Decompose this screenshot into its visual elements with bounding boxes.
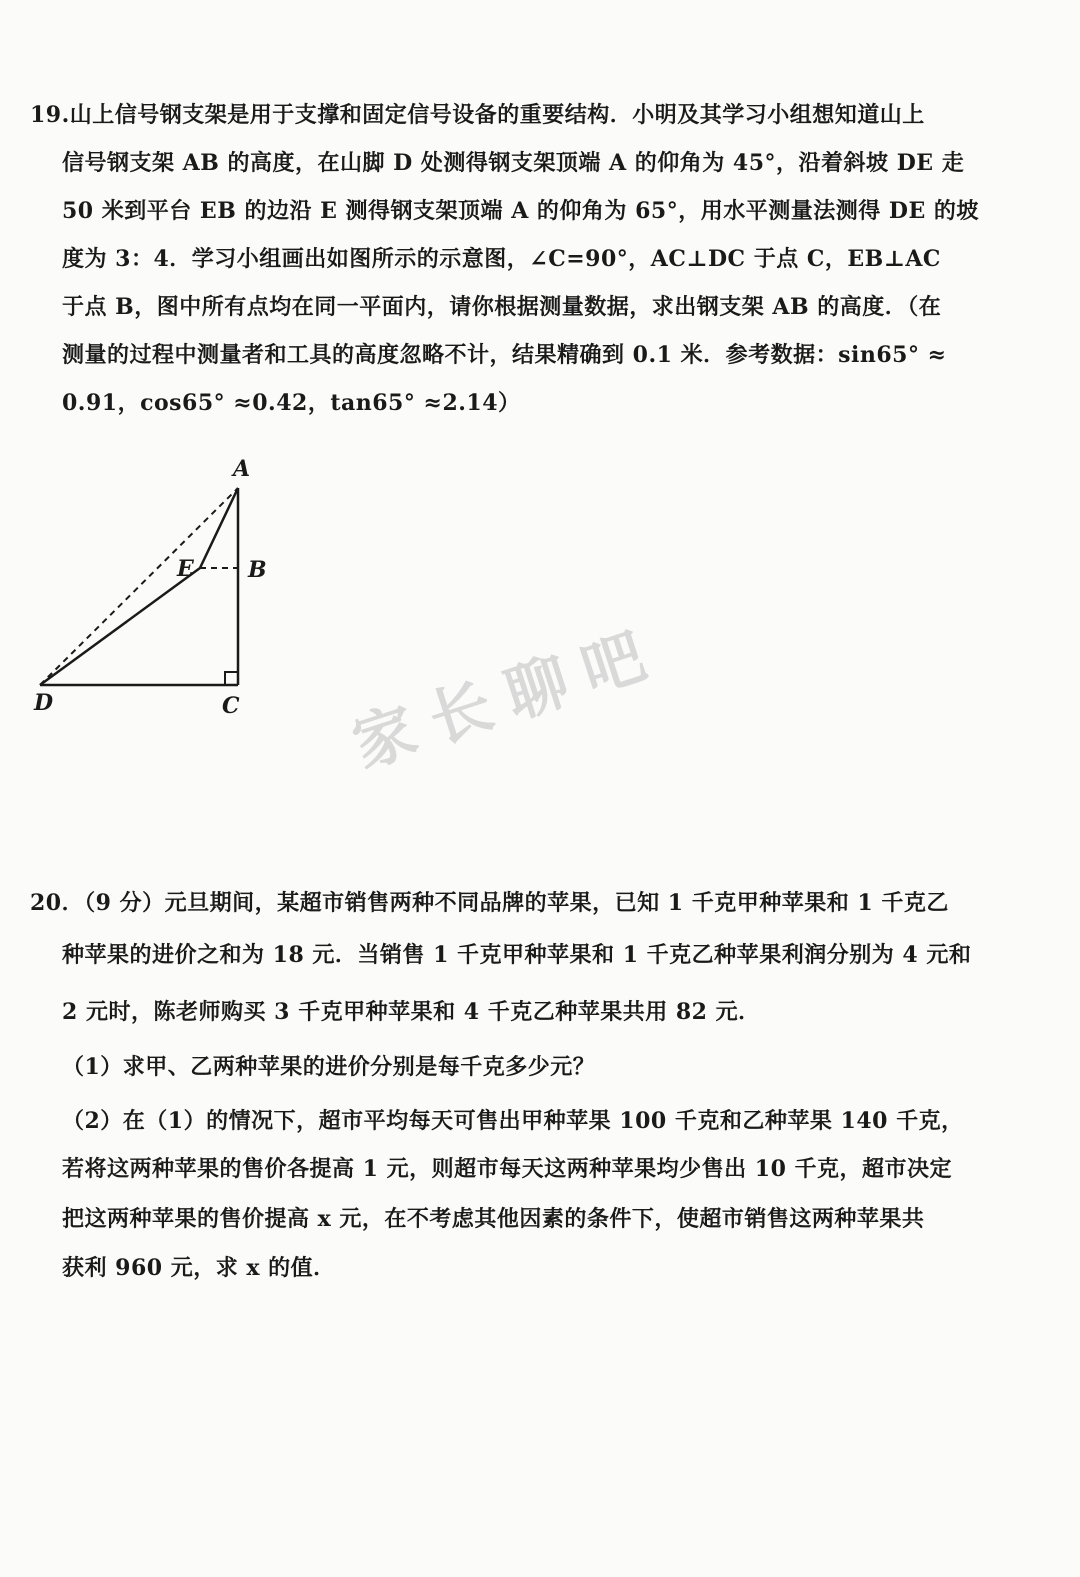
q20-subquestion-2-line-2: 若将这两种苹果的售价各提高 1 元，则超市每天这两种苹果均少售出 10 千克，超市决定 bbox=[62, 1156, 953, 1182]
q20-line-2: 种苹果的进价之和为 18 元．当销售 1 千克甲种苹果和 1 千克乙种苹果利润分别为 4 元和 bbox=[62, 942, 972, 968]
label-a: A bbox=[233, 456, 251, 482]
q20-subquestion-2-line-4: 获利 960 元，求 x 的值． bbox=[62, 1255, 336, 1281]
q20-subquestion-2-line-1: （2）在（1）的情况下，超市平均每天可售出甲种苹果 100 千克和乙种苹果 140 千克， bbox=[62, 1108, 964, 1134]
label-e: E bbox=[177, 556, 194, 582]
q19-line-5: 于点 B，图中所有点均在同一平面内，请你根据测量数据，求出钢支架 AB 的高度．（在 bbox=[62, 294, 942, 320]
q19-line-2: 信号钢支架 AB 的高度，在山脚 D 处测得钢支架顶端 A 的仰角为 45°，沿着斜坡 DE 走 bbox=[62, 150, 965, 176]
label-b: B bbox=[248, 557, 267, 583]
right-angle-mark bbox=[225, 672, 238, 685]
q19-line-4: 度为 3：4．学习小组画出如图所示的示意图，∠C=90°，AC⊥DC 于点 C，EB⊥AC bbox=[62, 246, 941, 272]
label-c: C bbox=[222, 693, 240, 719]
q19-line-3: 50 米到平台 EB 的边沿 E 测得钢支架顶端 A 的仰角为 65°，用水平测量法测得 DE 的坡 bbox=[62, 198, 979, 224]
segment-ea bbox=[200, 488, 238, 568]
label-d: D bbox=[34, 690, 54, 716]
q19-line-7: 0.91，cos65° ≈0.42，tan65° ≈2.14） bbox=[62, 390, 521, 416]
q19-line-1: 19.山上信号钢支架是用于支撑和固定信号设备的重要结构．小明及其学习小组想知道山上 bbox=[30, 102, 925, 128]
dashed-segment-da bbox=[40, 488, 238, 685]
q20-subquestion-1: （1）求甲、乙两种苹果的进价分别是每千克多少元？ bbox=[62, 1054, 596, 1080]
watermark: 家长聊吧 bbox=[344, 613, 671, 782]
q20-subquestion-2-line-3: 把这两种苹果的售价提高 x 元，在不考虑其他因素的条件下，使超市销售这两种苹果共 bbox=[62, 1206, 925, 1232]
q19-line-6: 测量的过程中测量者和工具的高度忽略不计，结果精确到 0.1 米．参考数据：sin65° ≈ bbox=[62, 342, 947, 368]
q20-line-3: 2 元时，陈老师购买 3 千克甲种苹果和 4 千克乙种苹果共用 82 元． bbox=[62, 999, 761, 1025]
q20-line-1: 20．（9 分）元旦期间，某超市销售两种不同品牌的苹果，已知 1 千克甲种苹果和 1 千克乙 bbox=[30, 890, 949, 916]
triangle-figure bbox=[0, 440, 320, 730]
segment-de bbox=[40, 568, 200, 685]
